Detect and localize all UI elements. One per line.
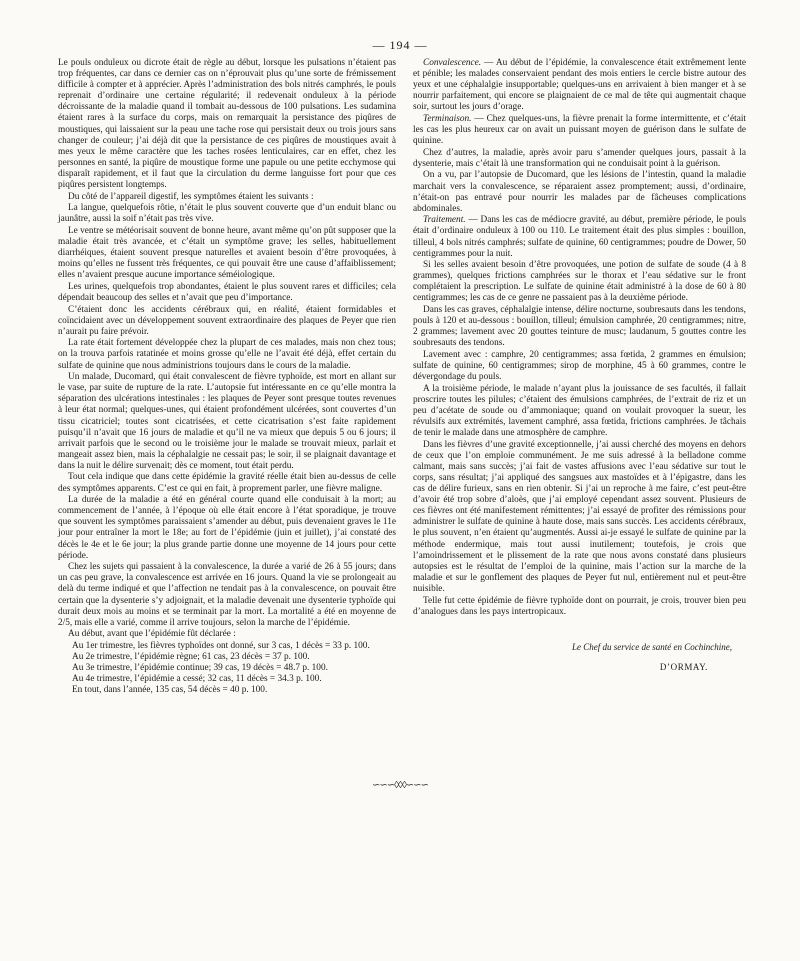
stat-line: En tout, dans l’année, 135 cas, 54 décès = 40 p. 100. [72, 685, 268, 696]
paragraph: Du côté de l’appareil digestif, les symptômes étaient les suivants : [68, 191, 314, 202]
paragraph: Au début, avant que l’épidémie fût déclarée : [68, 629, 236, 640]
paragraph-text: Si les selles avaient besoin d’être provoquées, une potion de sulfate de soude (4 à 8 grammes), quelques frictions camphrées sur le thorax et l’eau sédative sur le front complétaient la prescription. Le sulfate de quinine était administré à la dose de 60 à 80 centigrammes; les cas de ce genre ne passaient pas à la deuxième période. [413, 260, 746, 304]
ornament-divider: ∽∽∽◊◊◊∽∽∽ [371, 780, 429, 791]
paragraph [413, 596, 746, 618]
paragraph: La rate était fortement développée chez la plupart de ces malades, mais non chez tous; on la trouva parfois ratatinée et moins grosse qu’elle ne l’avait été déjà, effet certain du sulfate de quinine que nous administrions toujours dans le cours de la maladie. [58, 338, 396, 371]
left-column [58, 58, 396, 696]
paragraph-text: Telle fut cette épidémie de fièvre typhoïde dont on pourrait, je crois, trouver bien peu d’analogues dans les pays intertropicaux. [413, 595, 746, 617]
paragraph [413, 384, 746, 439]
paragraph: Le pouls onduleux ou dicrote était de règle au début, lorsque les pulsations n’étaient pas trop fréquentes, car dans ce dernier cas on n’éprouvait plus qu’une sorte de frémissement difficile à compter et à apprécier. Après l’administration des bols nitrés camphrés, le pouls reprenait d’ordinaire une certaine régularité; il redevenait onduleux à la période décroissante de la maladie quand il tombait au-dessous de 100 pulsations. Les sudamina étaient rares à la surface du corps, mais on remarquait la persistance des piqûres de moustiques, qui laissaient sur la peau une tache rose qui persistait deux ou trois jours sans changer de couleur; j’ai déjà dit que la persistance de ces piqûres de moustiques avait à mes yeux le même caractère que les taches rosées lenticulaires, car en effet, chez les personnes en santé, la piqûre de moustique forme une papule ou une petite ecchymose qui disparaît rapidement, et il faut que la circulation du derme languisse fort pour que ces piqûres persistent longtemps. [58, 58, 396, 191]
section-heading: Traitement. [423, 215, 466, 226]
paragraph: Un malade, Ducomard, qui était convalescent de fièvre typhoïde, est mort en allant sur le vase, par suite de rupture de la rate. L’autopsie fut intéressante en ce qu’elle montra la séparation des ulcérations intestinales : les plaques de Peyer sont presque toutes revenues à leur état normal; quelques-unes, qui étaient profondément ulcérées, sont couvertes d’un tissu cicatriciel; toutes sont cicatrisées, et cette cicatrisation s’est faite rapidement puisqu’il n’avait que 16 jours de maladie et qu’il ne va mieux que depuis 5 ou 6 jours; il arrivait parfois que le second ou le troisième jour le malade se trouvait mieux, parlait et mangeait assez bien, mais la céphalalgie ne cessait pas; le soir, il se plaignait davantage et dans la nuit le délire survenait; dès ce moment, tout était perdu. [58, 372, 396, 471]
paragraph: Les urines, quelquefois trop abondantes, étaient le plus souvent rares et difficiles; cela dépendait beaucoup des selles et n’avait que peu d’importance. [58, 281, 396, 303]
paragraph [413, 260, 746, 304]
paragraph-text: Dans les cas graves, céphalalgie intense, délire nocturne, soubresauts dans les tendons, pouls à 120 et au-dessous : bouillon, tilleul; émulsion camphrée, 20 centigrammes; nitre, 2 grammes; lavement avec 20 gouttes teinture de musc; laudanum, 5 gouttes contre les soubresauts des tendons. [413, 305, 746, 349]
paragraph [413, 350, 746, 383]
paragraph [413, 148, 746, 170]
paragraph: C’étaient donc les accidents cérébraux qui, en réalité, étaient formidables et coïncidaient avec un développement souvent extraordinaire des plaques de Peyer que rien n’aurait pu faire prévoir. [58, 304, 396, 337]
paragraph: Tout cela indique que dans cette épidémie la gravité réelle était bien au-dessus de celle des symptômes apparents. C’est ce qui en fait, à proprement parler, une fièvre maligne. [58, 472, 396, 494]
page-number: — 194 — [372, 38, 428, 52]
stat-line: Au 4e trimestre, l’épidémie a cessé; 32 cas, 11 décès = 34.3 p. 100. [72, 674, 322, 685]
paragraph: Chez les sujets qui passaient à la convalescence, la durée a varié de 26 à 55 jours; dans un cas peu grave, la convalescence est arrivée en 16 jours. Quand la vie se prolongeait au delà du terme indiqué et que l’affection ne tendait pas à la convalescence, on pouvait être certain que la dysenterie s’y adjoignait, et la maladie devenait une dysenterie typhoïde qui durait deux mois au moins et se terminait par la mort. La mortalité a été en moyenne de 2/5, mais elle a varié, comme il arrive toujours, selon la marche de l’épidémie. [58, 562, 396, 628]
paragraph-text: — Au début de l’épidémie, la convalescence était extrêmement lente et pénible; les malades conservaient pendant des mois entiers le cercle bistre autour des yeux et une céphalalgie insupportable; quelques-uns en arrivaient à bien manger et à se nourrir parfaitement, qui encore se plaignaient de ce mal de tête qui augmentait chaque soir, surtout les jours d’orage. [413, 58, 746, 113]
stat-line: Au 2e trimestre, l’épidémie règne; 61 cas, 23 décès = 37 p. 100. [72, 651, 310, 662]
paragraph [413, 305, 746, 349]
paragraph [413, 215, 746, 259]
paragraph [413, 170, 746, 214]
paragraph-text: A la troisième période, le malade n’ayant plus la jouissance de ses facultés, il fallait proscrire toutes les pilules; c’étaient des émulsions camphrées, de l’extrait de riz et un peu d’acétate de soude ou d’ammoniaque; quand on voulait provoquer la sueur, les révulsifs aux extrémités, lavement camphré, assa fœtida, frictions camphrées. Je tâchais de tenir le malade dans une atmosphère de camphre. [413, 383, 746, 439]
paragraph-text: Dans les fièvres d’une gravité exceptionnelle, j’ai aussi cherché des moyens en dehors de ceux que l’on emploie communément. Je me suis adressé à la belladone comme calmant, mais sans succès; j’ai fait de vastes affusions avec l’eau sédative sur tout le corps, sans résultat; j’ai appliqué des sangsues aux mastoïdes et à l’épigastre, dans les cas de délire furieux, sans en rien obtenir. Si j’ai un reproche à me faire, c’est peut-être d’avoir été trop sobre d’aloès, que j’ai employé cependant assez souvent. Plusieurs de ces fièvres ont été manifestement rémittentes; j’ai essayé de profiter des rémissions pour administrer le sulfate de quinine à haute dose, mais sans succès. Les accidents cérébraux, le plus souvent, n’en étaient qu’augmentés. Aussi ai-je essayé le sulfate de quinine par la méthode endermique, mais tout aussi inutilement; toutefois, je crois que l’amoindrissement et le plissement de la rate que nous avons constaté dans plusieurs autopsies est le résultat de l’emploi de la quinine, mais l’action sur la marche de la maladie et sur le gonflement des plaques de Peyer fut nul, entièrement nul et peut-être nuisible. [413, 439, 746, 594]
paragraph-text: — Chez quelques-uns, la fièvre prenait la forme intermittente, et c’était les cas les plus heureux car on avait un puissant moyen de guérison dans le sulfate de quinine. [413, 113, 746, 147]
signature-title: Le Chef du service de santé en Cochinchine, [572, 641, 732, 652]
paragraph-text: Lavement avec : camphre, 20 centigrammes; assa fœtida, 2 grammes en émulsion; sulfate de quinine, 60 centigrammes; sirop de morphine, 45 à 60 grammes, contre le dévergondage du pouls. [413, 349, 746, 383]
section-heading: Convalescence. [423, 58, 482, 68]
paragraph: La durée de la maladie a été en général courte quand elle conduisait à la mort; au commencement de l’année, à l’époque où elle était encore à l’état sporadique, je trouve que souvent les symptômes paraissaient s’amender au début, puis devenaient graves le 11e jour pour entraîner la mort le 18e; au fort de l’épidémie (juin et juillet), j’ai constaté des décès le 4e et le 6e jour; la plus grande partie donne une moyenne de 14 jours pour cette période. [58, 495, 396, 561]
paragraph-text: Chez d’autres, la maladie, après avoir paru s’amender quelques jours, passait à la dysenterie, mais c’était là une transformation qui ne conduisait point à la guérison. [413, 147, 746, 169]
paragraph [413, 114, 746, 147]
paragraph-text: On a vu, par l’autopsie de Ducomard, que les lésions de l’intestin, quand la maladie marchait vers la convalescence, se réparaient assez promptement; aussi, d’ordinaire, n’était-on pas entravé pour nourrir les malades par de fâcheuses complications abdominales. [413, 170, 746, 214]
signature-name: D’ORMAY. [659, 661, 708, 672]
section-heading: Terminaison. [423, 113, 472, 124]
paragraph: La langue, quelquefois rôtie, n’était le plus souvent couverte que d’un enduit blanc ou jaunâtre, aussi la soif n’était pas très vive. [58, 203, 396, 225]
paragraph [413, 58, 746, 113]
stat-line: Au 3e trimestre, l’épidémie continue; 39 cas, 19 décès = 48.7 p. 100. [72, 663, 328, 674]
paragraph-text: — Dans les cas de médiocre gravité, au début, première période, le pouls était d’ordinaire onduleux à 100 ou 110. Le traitement était des plus simples : bouillon, tilleul, 4 bols nitrés camphrés; sulfate de quinine, 60 centigrammes; poudre de Dower, 50 centigrammes pour la nuit. [413, 215, 746, 259]
paragraph: Le ventre se météorisait souvent de bonne heure, avant même qu’on pût supposer que la maladie était très avancée, et c’était un symptôme grave; les selles, habituellement diarrhéiques, étaient souvent presque naturelles et avaient besoin d’être provoquées, à moins qu’elles ne fussent très fréquentes, ce qui pouvait être une cause d’affaiblissement; elles n’avaient presque aucune importance séméiologique. [58, 225, 396, 281]
stat-line: Au 1er trimestre, les fièvres typhoïdes ont donné, sur 3 cas, 1 décès = 33 p. 100. [72, 640, 370, 651]
right-column [413, 58, 746, 673]
paragraph [413, 440, 746, 595]
